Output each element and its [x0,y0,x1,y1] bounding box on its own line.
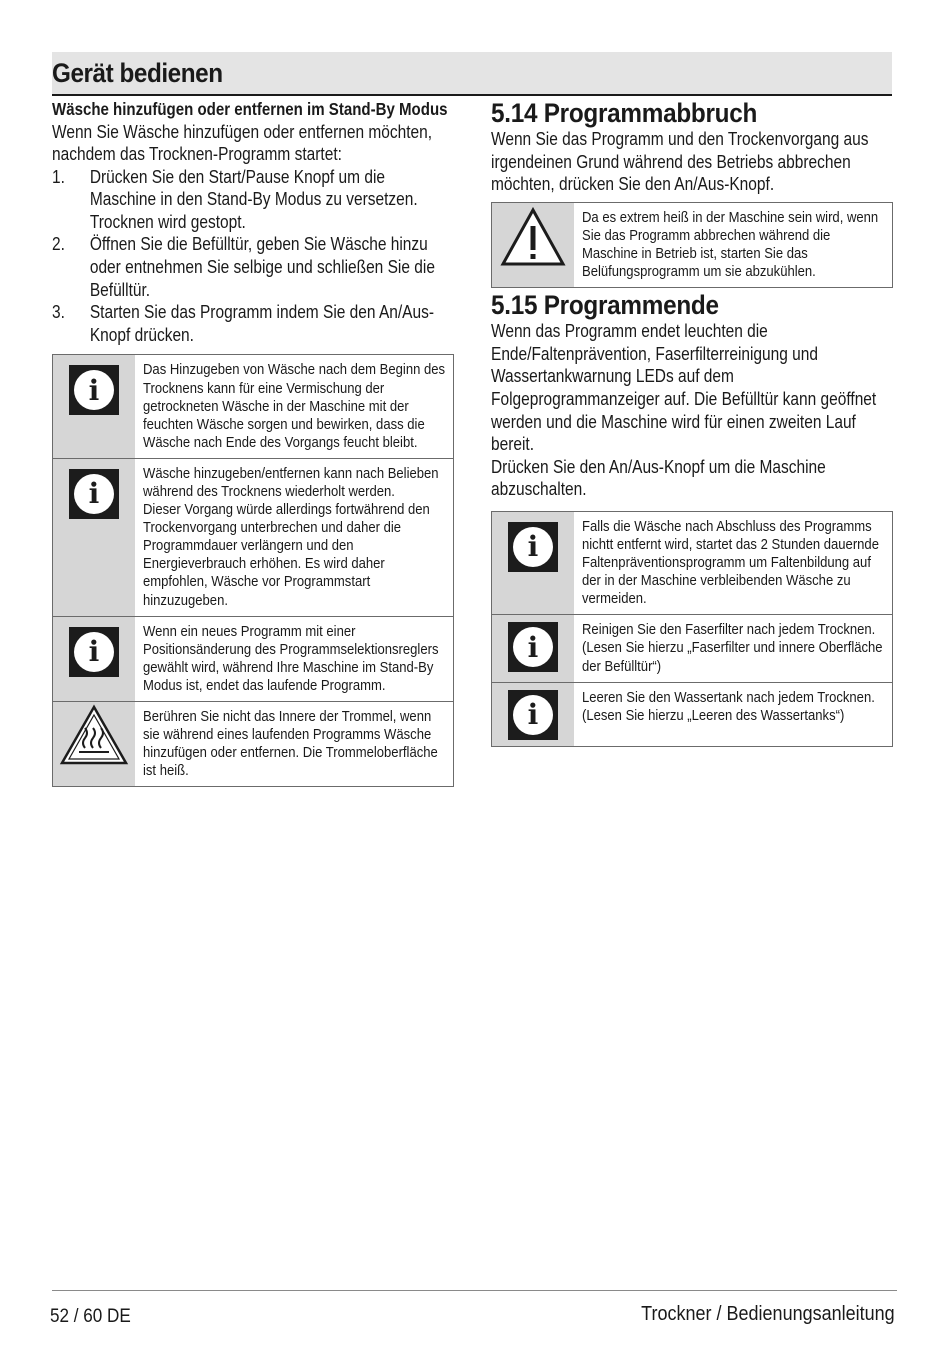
note-text: Das Hinzugeben von Wäsche nach dem Beginn des Trocknens kann für eine Vermischung der getrockneten Wäsche in der Maschine mit der feuchten Wäsche sorgen und bewirken, dass die Wäsche nach Ende des Vorgangs feucht bleibt. [143,361,446,451]
note-row [492,614,892,681]
list-item: 1. Drücken Sie den Start/Pause Knopf um die Maschine in den Stand-By Modus zu versetzen. Trocknen wird gestopt. [52,166,418,232]
programmende-text-2: Drücken Sie den An/Aus-Knopf um die Maschine abzuschalten. [491,456,826,500]
right-column [491,98,893,747]
list-item: 2. Öffnen Sie die Befülltür, geben Sie Wäsche hinzu oder entnehmen Sie selbige und schließen Sie die Befülltür. [52,234,435,300]
warning-note-table [491,202,893,288]
note-text: Reinigen Sie den Faserfilter nach jedem Trocknen. (Lesen Sie hierzu „Faserfilter und innere Oberfläche der Befülltür“) [582,621,883,675]
info-icon: i [508,690,558,740]
hot-surface-warning-icon [59,704,129,766]
info-icon: i [508,622,558,672]
info-icon: i [69,627,119,677]
note-row [53,616,453,701]
note-row [492,203,892,287]
note-row [53,701,453,786]
left-notes-table [52,354,454,787]
note-text: Leeren Sie den Wassertank nach jedem Trocknen. (Lesen Sie hierzu „Leeren des Wassertanks“) [582,688,875,724]
section-title-programmabbruch: 5.14 Programmabbruch [491,98,758,128]
note-text: Da es extrem heiß in der Maschine sein wird, wenn Sie das Programm abbrechen während die Maschine in Betrieb ist, starten Sie das Belüfungsprogramm um sie abzukühlen. [582,208,879,281]
info-icon: i [69,469,119,519]
standby-intro: Wenn Sie Wäsche hinzufügen oder entfernen möchten, nachdem das Trocknen-Programm startet: [52,121,433,165]
note-row [492,512,892,614]
programmende-text: Wenn das Programm endet leuchten die Ende/Faltenprävention, Faserfilterreinigung und Wassertankwarnung LEDs auf dem Folgeprogrammanzeiger auf. Die Befülltür kann geöffnet werden und die Maschine wird für einen zweiten Lauf bereit. [491,321,877,455]
page-title: Gerät bedienen [52,58,223,88]
section-title-programmende: 5.15 Programmende [491,290,719,321]
page-number: 52 / 60 DE [50,1306,131,1327]
standby-subheading: Wäsche hinzufügen oder entfernen im Stand-By Modus [52,99,448,119]
info-icon: i [69,365,119,415]
info-icon: i [508,522,558,572]
note-text: Berühren Sie nicht das Innere der Trommel, wenn sie während eines laufenden Programms Wäsche hinzufügen oder entfernen. Die Trommeloberfläche ist heiß. [143,708,438,780]
list-item: 3. Starten Sie das Programm indem Sie den An/Aus-Knopf drücken. [52,302,435,345]
left-column [52,98,454,787]
note-text: Dieser Vorgang würde allerdings fortwährend den Trockenvorgang unterbrechen und daher die Programmdauer verlängern und den Energieverbrauch erhöhen. Es wird daher empfohlen, Wäsche vor Programmstart hinzuzugeben. [143,501,430,609]
document-title: Trockner / Bedienungsanleitung [641,1303,895,1325]
programmabbruch-text: Wenn Sie das Programm und den Trockenvorgang aus irgendeinen Grund während des Betriebs abbrechen möchten, drücken Sie den An/Aus-Knopf. [491,129,869,195]
steps-list [52,166,453,347]
note-row [53,458,453,616]
note-text: Wenn ein neues Programm mit einer Positionsänderung des Programmselektionsreglers gewählt wird, während Ihre Maschine im Stand-By Modus ist, endet das laufende Programm. [143,622,439,694]
page-header-band [52,52,892,96]
warning-icon [500,207,566,267]
note-row [492,682,892,746]
note-text: Falls die Wäsche nach Abschluss des Programms nichtt entfernt wird, startet das 2 Stunden dauernde Faltenpräventionsprogramm um Faltenbildung auf der in der Maschine verbleibenden Wäsche zu vermeiden. [582,517,879,608]
note-text: Wäsche hinzugeben/entfernen kann nach Belieben während des Trocknens wiederholt werden. [143,464,439,500]
right-notes-table [491,511,893,747]
note-row [53,355,453,457]
footer-divider [52,1290,897,1291]
